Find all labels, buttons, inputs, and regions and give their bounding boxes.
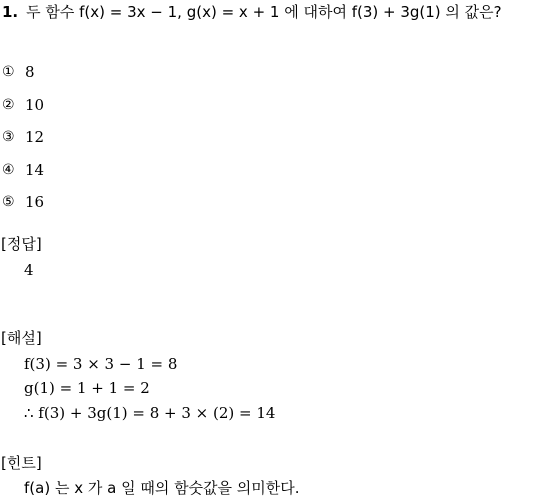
solution-heading: [해설] xyxy=(1,329,42,347)
solution-line-1: f(3) = 3 × 3 − 1 = 8 xyxy=(24,355,178,373)
choice-value: 8 xyxy=(25,63,35,81)
choice-value: 14 xyxy=(25,160,45,179)
choice-mark: ④ xyxy=(2,161,15,178)
choice-mark: ① xyxy=(2,64,15,80)
choice-5[interactable] xyxy=(2,190,44,223)
choice-4[interactable] xyxy=(2,158,44,191)
choice-1[interactable] xyxy=(2,60,44,93)
choice-mark: ③ xyxy=(2,129,15,145)
question-line xyxy=(2,1,502,23)
solution-line-2: g(1) = 1 + 1 = 2 xyxy=(24,379,150,397)
answer-heading: [정답] xyxy=(1,235,42,253)
question-number: 1. xyxy=(2,3,19,21)
choice-value: 12 xyxy=(25,128,45,146)
hint-heading: [힌트] xyxy=(1,454,42,472)
choice-mark: ② xyxy=(2,96,15,113)
solution-line-3: ∴ f(3) + 3g(1) = 8 + 3 × (2) = 14 xyxy=(24,404,276,422)
choice-mark: ⑤ xyxy=(2,194,15,210)
choice-3[interactable] xyxy=(2,125,44,158)
choice-value: 10 xyxy=(25,95,45,114)
hint-text: f(a) 는 x 가 a 일 때의 함숫값을 의미한다. xyxy=(24,479,300,497)
choice-2[interactable] xyxy=(2,93,44,126)
question-text: 두 함수 f(x) = 3x − 1, g(x) = x + 1 에 대하여 f(3) + 3g(1) 의 값은? xyxy=(26,3,502,21)
choice-value: 16 xyxy=(25,193,45,211)
answer-value: 4 xyxy=(24,261,34,279)
choice-list xyxy=(2,60,44,223)
